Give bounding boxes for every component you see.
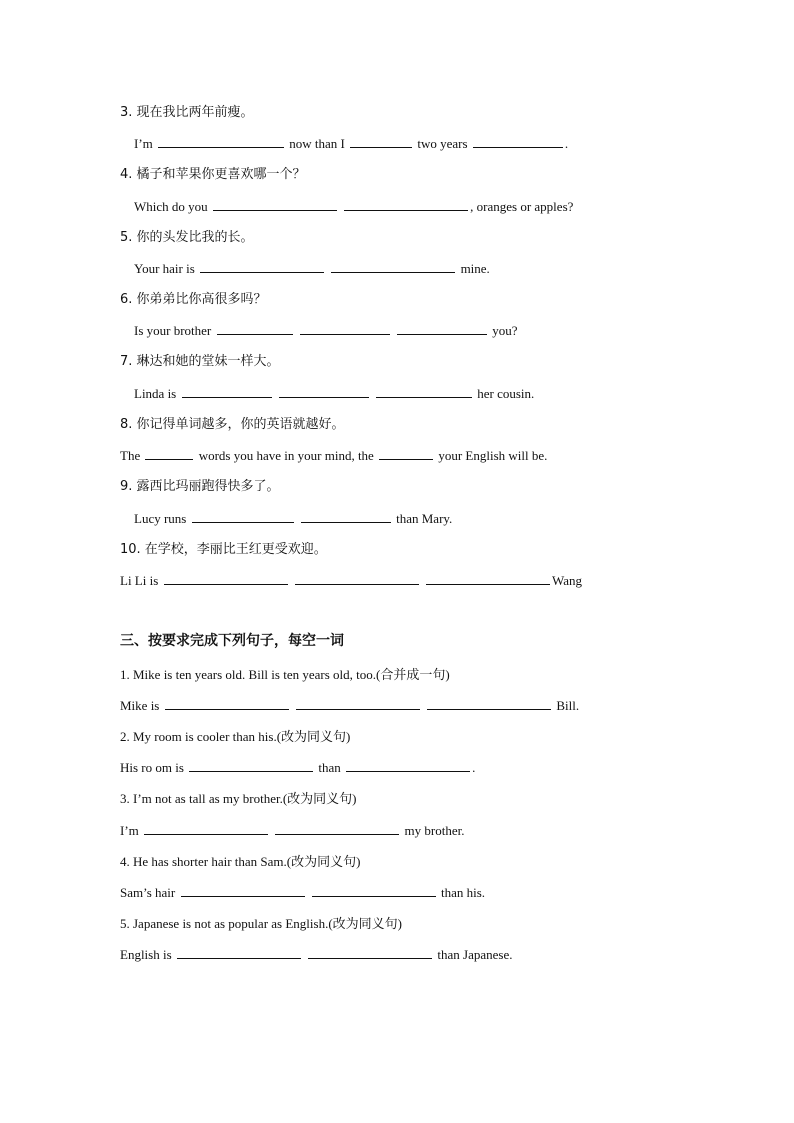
- answer-blank[interactable]: [192, 509, 294, 523]
- answer-blank[interactable]: [473, 134, 563, 148]
- answer-blank[interactable]: [301, 509, 391, 523]
- question-9-prompt: 9. 露西比玛丽跑得快多了。: [120, 479, 280, 494]
- answer-blank[interactable]: [379, 446, 433, 460]
- section-3-title: 三、按要求完成下列句子，每空一词: [120, 633, 344, 649]
- question-10-prompt: 10. 在学校，李丽比王红更受欢迎。: [120, 542, 327, 557]
- answer-blank[interactable]: [426, 571, 550, 585]
- answer-blank[interactable]: [376, 384, 472, 398]
- question-10-answer-line: Li Li is Wang: [120, 573, 583, 588]
- question-5-prompt: 5. 你的头发比我的长。: [120, 230, 254, 245]
- answer-blank[interactable]: [427, 696, 551, 710]
- answer-blank[interactable]: [344, 197, 468, 211]
- question-7-prompt: 7. 琳达和她的堂妹一样大。: [120, 354, 280, 369]
- question-8-prompt: 8. 你记得单词越多，你的英语就越好。: [120, 417, 345, 432]
- question-3-answer-line: I’m now than I two years .: [134, 136, 569, 151]
- answer-blank[interactable]: [164, 571, 288, 585]
- answer-blank[interactable]: [312, 883, 436, 897]
- answer-blank[interactable]: [182, 384, 272, 398]
- question-5-answer-line: Your hair is mine.: [134, 261, 490, 276]
- task-4-answer-line: Sam’s hair than his.: [120, 885, 486, 900]
- question-8-answer-line: The words you have in your mind, the your English will be.: [120, 448, 548, 463]
- answer-blank[interactable]: [300, 321, 390, 335]
- answer-blank[interactable]: [144, 821, 268, 835]
- task-5-answer-line: English is than Japanese.: [120, 947, 513, 962]
- task-1-answer-line: Mike is Bill.: [120, 698, 580, 713]
- answer-blank[interactable]: [331, 259, 455, 273]
- answer-blank[interactable]: [346, 758, 470, 772]
- task-3-answer-line: I’m my brother.: [120, 823, 465, 838]
- answer-blank[interactable]: [200, 259, 324, 273]
- answer-blank[interactable]: [397, 321, 487, 335]
- answer-blank[interactable]: [350, 134, 412, 148]
- question-3-prompt: 3. 现在我比两年前瘦。: [120, 105, 254, 120]
- answer-blank[interactable]: [308, 945, 432, 959]
- answer-blank[interactable]: [165, 696, 289, 710]
- question-6-prompt: 6. 你弟弟比你高很多吗？: [120, 292, 267, 307]
- task-3-prompt: 3. I’m not as tall as my brother.(改为同义句): [120, 791, 357, 806]
- question-4-answer-line: Which do you , oranges or apples?: [134, 199, 574, 214]
- answer-blank[interactable]: [213, 197, 337, 211]
- answer-blank[interactable]: [181, 883, 305, 897]
- task-2-answer-line: His ro om is than .: [120, 760, 476, 775]
- answer-blank[interactable]: [279, 384, 369, 398]
- question-6-answer-line: Is your brother you?: [134, 323, 518, 338]
- task-2-prompt: 2. My room is cooler than his.(改为同义句): [120, 729, 351, 744]
- answer-blank[interactable]: [158, 134, 284, 148]
- answer-blank[interactable]: [145, 446, 193, 460]
- answer-blank[interactable]: [275, 821, 399, 835]
- answer-blank[interactable]: [217, 321, 293, 335]
- task-5-prompt: 5. Japanese is not as popular as English.(改为同义句): [120, 916, 402, 931]
- answer-blank[interactable]: [295, 571, 419, 585]
- question-9-answer-line: Lucy runs than Mary.: [134, 511, 453, 526]
- answer-blank[interactable]: [189, 758, 313, 772]
- task-4-prompt: 4. He has shorter hair than Sam.(改为同义句): [120, 854, 361, 869]
- question-4-prompt: 4. 橘子和苹果你更喜欢哪一个？: [120, 167, 306, 182]
- answer-blank[interactable]: [177, 945, 301, 959]
- task-1-prompt: 1. Mike is ten years old. Bill is ten years old, too.(合并成一句): [120, 667, 450, 682]
- question-7-answer-line: Linda is her cousin.: [134, 386, 535, 401]
- answer-blank[interactable]: [296, 696, 420, 710]
